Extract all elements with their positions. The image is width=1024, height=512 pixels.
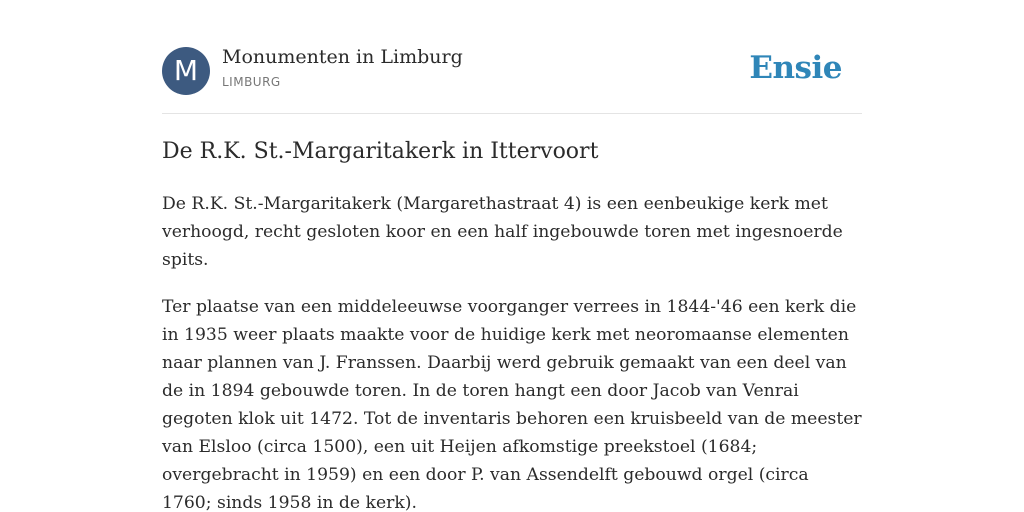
page-title: De R.K. St.-Margaritakerk in Ittervoort — [162, 139, 599, 164]
site-name-link[interactable]: Monumenten in Limburg — [222, 46, 463, 68]
paragraph-1: De R.K. St.-Margaritakerk (Margarethastraat 4) is een eenbeukige kerk met verhoogd, recht gesloten koor en een half ingebouwde toren met ingesnoerde spits. — [162, 194, 843, 270]
brand-logo[interactable]: Ensie — [749, 50, 842, 86]
paragraph-2: Ter plaatse van een middeleeuwse voorganger verrees in 1844-'46 een kerk die in 1935 weer plaats maakte voor de huidige kerk met neoromaanse elementen naar plannen van J. Franssen. Daarbij werd gebruik gemaakt van een deel van de in 1894 gebouwde toren. In de toren hangt een door Jacob van Venrai gegoten klok uit 1472. Tot de inventaris behoren een kruisbeeld van de meester van Elsloo (circa 1500), een uit Heijen afkomstige preekstoel (1684; overgebracht in 1959) en een door P. van Assendelft gebouwd orgel (circa 1760; sinds 1958 in de kerk). — [162, 297, 862, 512]
avatar[interactable]: M — [162, 47, 210, 95]
entry-card — [162, 0, 862, 512]
header-divider — [162, 113, 862, 114]
site-category: LIMBURG — [222, 75, 281, 89]
site-header — [162, 46, 862, 96]
